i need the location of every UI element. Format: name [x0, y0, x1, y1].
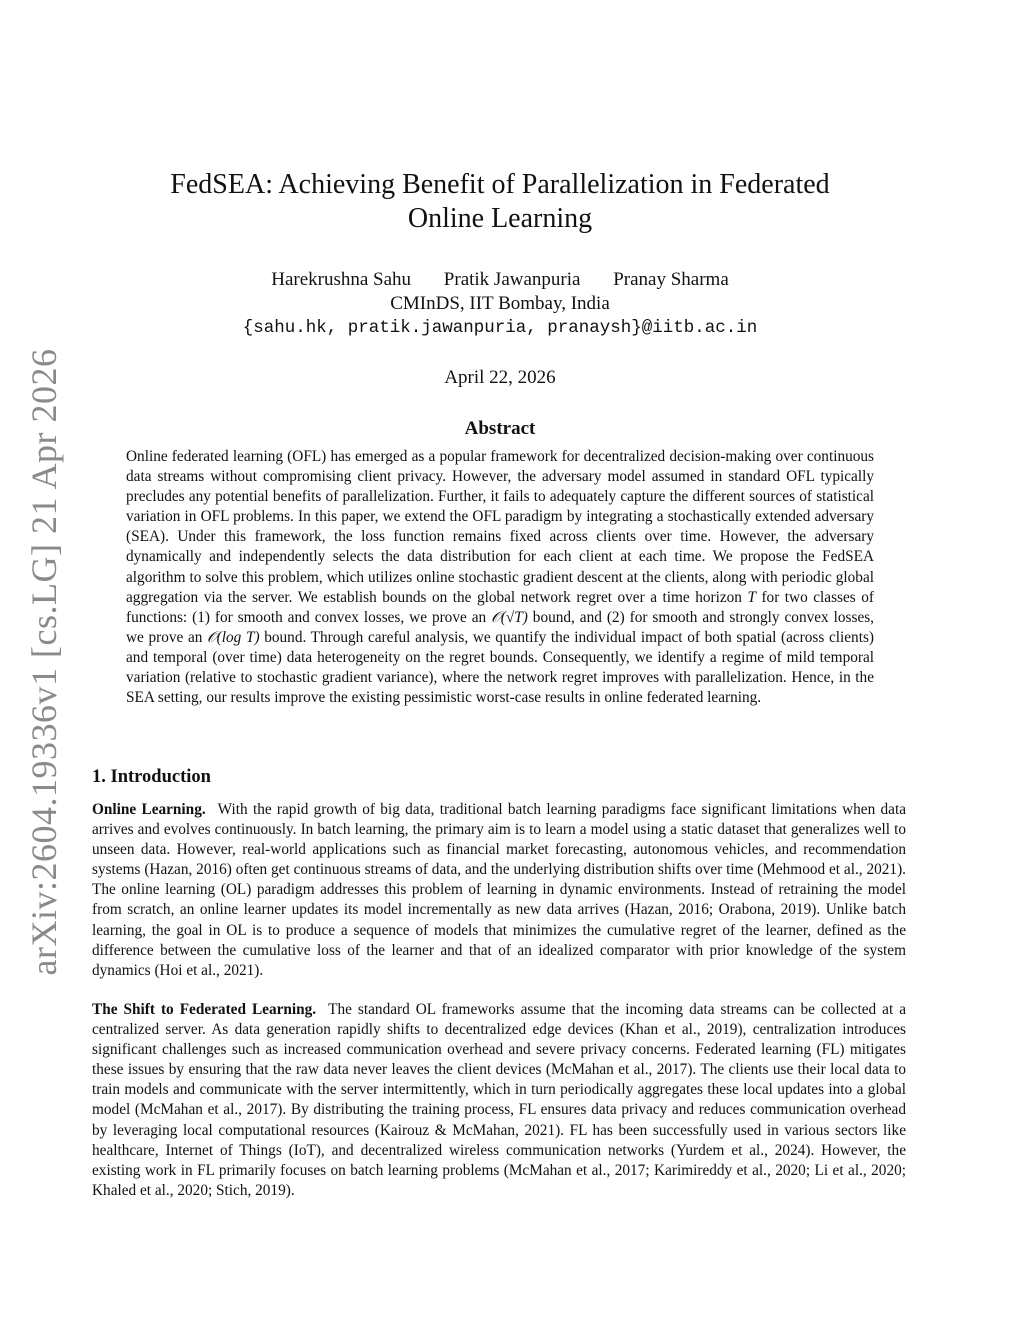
paper-title: FedSEA: Achieving Benefit of Parallelization in Federated Online Learning — [170, 169, 830, 234]
author-name: Pratik Jawanpuria — [443, 269, 581, 290]
author-emails: {sahu.hk, pratik.jawanpuria, pranaysh}@iitb.ac.in — [242, 318, 758, 338]
paragraph-body: With the rapid growth of big data, traditional batch learning paradigms face significant limitations when data arrives and evolves continuously. In batch learning, the primary aim is to learn a model using a static dataset that generalizes well to unseen data. However, real-world applications such as financial market forecasting, autonomous vehicles, and recommendation systems (Hazan, 2016) often get continuous streams of data, and the underlying distribution shifts over time (Mehmood et al., 2021). The online learning (OL) paradigm addresses this problem of learning in dynamic environments. Instead of retraining the model from scratch, an online learner updates its model incrementally as new data arrives (Hazan, 2016; Orabona, 2019). Unlike batch learning, the goal in OL is to produce a sequence of models that minimizes the cumulative regret of the learner, defined as the difference between the cumulative loss of the learner and that of an idealized comparator with prior knowledge of the system dynamics (Hoi et al., 2021). — [92, 801, 906, 979]
abstract-text-part: Online federated learning (OFL) has emerged as a popular framework for decentralized decision-making over continuous data streams without compromising client privacy. However, the adversary model assumed in standard OFL typically precludes any potential benefits of parallelization. Further, it fails to adequately capture the different sources of statistical variation in OFL problems. In this paper, we extend the OFL paradigm by integrating a stochastically extended adversary (SEA). Under this framework, the loss function remains fixed across clients over time. However, the adversary dynamically and independently selects the data distribution for each client at each time. We propose the FedSEA algorithm to solve this problem, which utilizes online stochastic gradient descent at the clients, along with periodic global aggregation via the server. We establish bounds on the global network regret over a time horizon — [126, 448, 874, 606]
publication-date: April 22, 2026 — [444, 367, 556, 388]
paragraph-run-in-heading: The Shift to Federated Learning. — [92, 1001, 317, 1018]
abstract-text-part: for two classes of functions: (1) for smooth and convex losses, we prove an — [126, 588, 874, 626]
abstract-heading: Abstract — [464, 418, 536, 439]
abstract-text — [126, 447, 874, 708]
abstract-text-part: bound, and (2) for smooth and strongly convex losses, we prove an — [126, 608, 875, 646]
abstract-text-part: bound. Through careful analysis, we quantify the individual impact of both spatial (across clients) and temporal (over time) data heterogeneity on the regret bounds. Consequently, we identify a regime of mild temporal variation (relative to stochastic gradient variance), where the network regret improves with parallelization. Hence, in the SEA setting, our results improve the existing pessimistic worst-case results in online federated learning. — [126, 628, 874, 707]
author-name: Harekrushna Sahu — [271, 269, 412, 290]
author-name: Pranay Sharma — [613, 269, 729, 290]
section-heading-introduction: 1. Introduction — [92, 767, 211, 787]
paragraph-online-learning — [92, 800, 906, 981]
arxiv-identifier-stamp: arXiv:2604.19336v1 [cs.LG] 21 Apr 2026 — [24, 348, 64, 976]
math-sqrt-t-bound: 𝒪(√T) — [491, 608, 528, 626]
paragraph-federated-learning — [92, 1000, 906, 1201]
math-time-horizon: T — [747, 588, 756, 606]
paragraph-body: The standard OL frameworks assume that the incoming data streams can be collected at a centralized server. As data generation rapidly shifts to decentralized edge devices (Khan et al., 2019), centralization introduces significant challenges such as increased communication overhead and severe privacy concerns. Federated learning (FL) mitigates these issues by ensuring that the raw data never leaves the client devices (McMahan et al., 2017). The clients use their local data to train models and communicate with the server intermittently, which in turn periodically aggregates these local updates into a global model (McMahan et al., 2017). By distributing the training process, FL ensures data privacy and reduces communication overhead by leveraging local computational resources (Kairouz & McMahan, 2021). FL has been successfully used in various sectors like healthcare, Internet of Things (IoT), and decentralized wireless communication networks (Yurdem et al., 2024). However, the existing work in FL primarily focuses on batch learning problems (McMahan et al., 2017; Karimireddy et al., 2020; Li et al., 2020; Khaled et al., 2020; Stich, 2019). — [92, 1001, 906, 1199]
author-list — [0, 268, 1000, 292]
author-affiliation: CMInDS, IIT Bombay, India — [390, 293, 610, 314]
math-log-t-bound: 𝒪(log T) — [207, 628, 260, 646]
paragraph-run-in-heading: Online Learning. — [92, 801, 206, 818]
